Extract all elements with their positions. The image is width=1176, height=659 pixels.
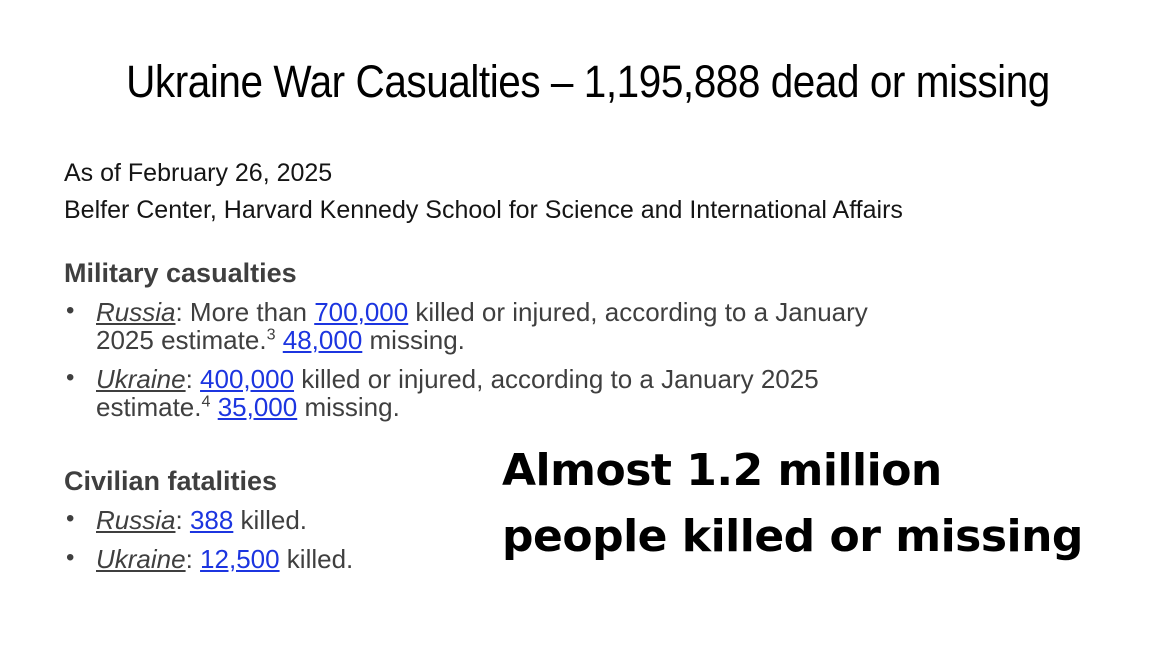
hyperlink-12500[interactable]: 12,500 [200, 544, 280, 574]
bullet-icon: • [66, 544, 75, 571]
slide-title: Ukraine War Casualties – 1,195,888 dead or missing [126, 56, 1050, 107]
country-name: Ukraine [96, 544, 186, 574]
civilian-fatalities-heading: Civilian fatalities [64, 466, 278, 496]
military-bullet-list [64, 298, 1064, 421]
bullet-icon: • [66, 364, 75, 391]
callout-line-2: people killed or missing [502, 511, 1083, 562]
military-casualties-heading: Military casualties [64, 258, 297, 288]
bullet-text: Ukraine: 12,500 killed. [96, 544, 354, 574]
bullet-text: Russia: 388 killed. [96, 505, 308, 535]
bullet-text: Ukraine: 400,000 killed or injured, according to a January 2025 estimate.$^4$ 35,000 missing. [96, 364, 819, 422]
hyperlink-35000[interactable]: 35,000 [217, 392, 298, 422]
source-attribution: Belfer Center, Harvard Kennedy School for Science and International Affairs [64, 196, 903, 224]
hyperlink-388[interactable]: 388 [189, 505, 234, 535]
hyperlink-700000[interactable]: 700,000 [314, 297, 409, 327]
subtitle-block [64, 155, 903, 229]
bullet-russia-military [64, 298, 1049, 354]
as-of-date: As of February 26, 2025 [64, 159, 333, 187]
country-name: Ukraine [96, 364, 186, 394]
section-military-casualties [64, 258, 1064, 432]
footnote-reference: 4 [201, 392, 211, 411]
footnote-reference: 3 [266, 325, 276, 344]
callout-text [502, 438, 1083, 570]
bullet-icon: • [66, 505, 75, 532]
bullet-ukraine-military [64, 365, 1049, 421]
callout-line-1: Almost 1.2 million [502, 445, 942, 496]
country-name: Russia [96, 505, 176, 535]
bullet-icon: • [66, 297, 75, 324]
hyperlink-48000[interactable]: 48,000 [282, 325, 363, 355]
hyperlink-400000[interactable]: 400,000 [200, 364, 295, 394]
country-name: Russia [96, 297, 176, 327]
bullet-text: Russia: More than 700,000 killed or injured, according to a January 2025 estimate.$^3$ 48,000 missing. [96, 297, 868, 355]
